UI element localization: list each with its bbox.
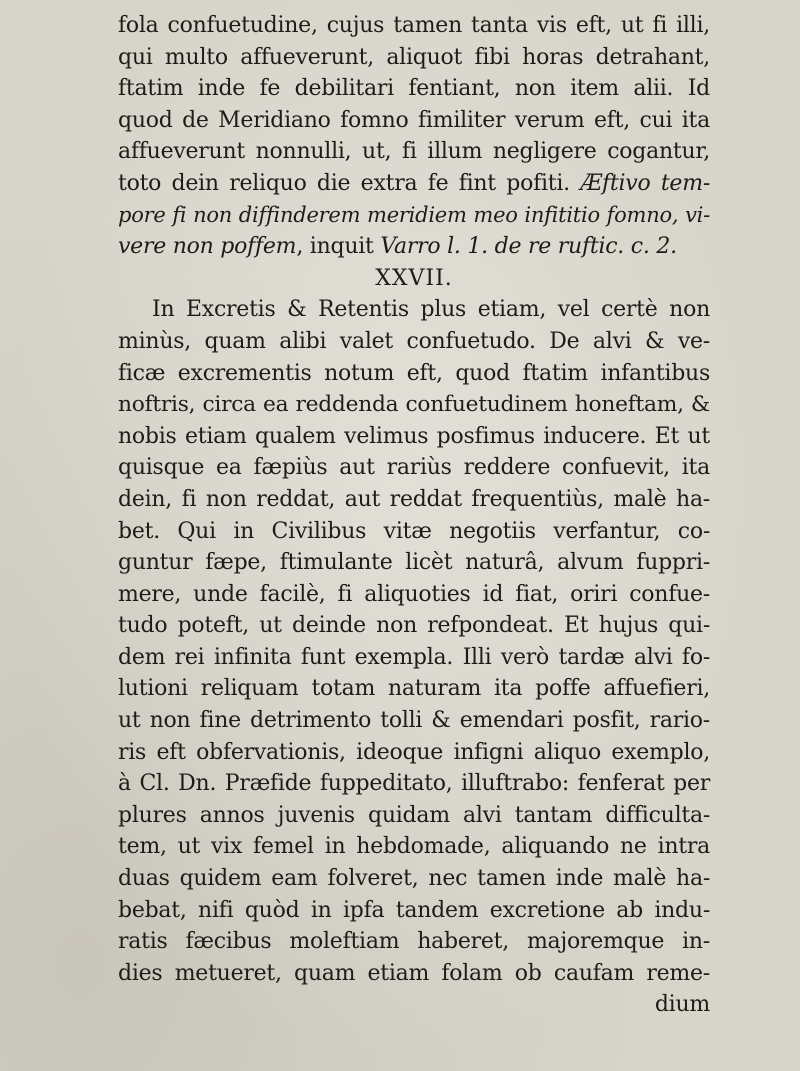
text-line [118, 421, 710, 453]
page-body-text [118, 10, 710, 1021]
text-line [118, 547, 710, 579]
text-line [118, 136, 710, 168]
text-line [118, 800, 710, 832]
text-segment: dein, fi non reddat, aut reddat frequentiùs, malè ha- [118, 486, 710, 512]
text-segment: à Cl. Dn. Præfide fuppeditato, illuftrabo: fenferat per [118, 771, 710, 797]
text-line [118, 358, 710, 390]
text-segment: plures annos juvenis quidam alvi tantam difficulta- [118, 802, 710, 828]
text-line [118, 168, 710, 200]
text-segment: ut non fine detrimento tolli & emendari posfit, rario- [118, 708, 710, 734]
text-line [118, 895, 710, 927]
text-line [118, 73, 710, 105]
text-segment: toto dein reliquo die extra fe fint pofiti. [118, 170, 581, 196]
text-segment: ratis fæcibus moleftiam haberet, majoremque in- [118, 929, 710, 955]
text-segment: ftatim inde fe debilitari fentiant, non item alii. Id [118, 76, 710, 102]
text-line [118, 610, 710, 642]
text-line [118, 389, 710, 421]
text-segment: affueverunt nonnulli, ut, fi illum negligere cogantur, [118, 139, 710, 165]
text-segment: tudo poteft, ut deinde non refpondeat. Et hujus qui- [118, 613, 710, 639]
text-segment: nobis etiam qualem velimus posfimus inducere. Et ut [118, 423, 710, 449]
text-line [118, 294, 710, 326]
text-segment: bebat, nifi quòd in ipfa tandem excretione ab indu- [118, 897, 710, 923]
text-segment: ficæ excrementis notum eft, quod ftatim infantibus [118, 360, 710, 386]
text-segment: mere, unde facilè, fi aliquoties id fiat, oriri confue- [118, 581, 710, 607]
text-line [118, 484, 710, 516]
text-segment: dies metueret, quam etiam folam ob caufam reme- [118, 960, 710, 986]
text-segment: quisque ea fæpiùs aut rariùs reddere confuevit, ita [118, 455, 710, 481]
text-line [118, 231, 710, 263]
text-line [118, 705, 710, 737]
text-segment: lutioni reliquam totam naturam ita poffe affuefieri, [118, 676, 710, 702]
text-line [118, 768, 710, 800]
text-line [118, 579, 710, 611]
text-segment: In Excretis & Retentis plus etiam, vel certè non [152, 297, 710, 323]
text-segment: fola confuetudine, cujus tamen tanta vis eft, ut fi illi, [118, 13, 710, 38]
text-segment: noftris, circa ea reddenda confuetudinem honeftam, & [118, 392, 710, 418]
text-segment: dem rei infinita funt exempla. Illi verò tardæ alvi fo- [118, 644, 710, 670]
italic-text-segment: pore fi non diffinderem meridiem meo infititio fomno, vi- [118, 202, 710, 227]
text-segment: minùs, quam alibi valet confuetudo. De alvi & ve- [118, 328, 710, 354]
text-segment: dium [654, 992, 710, 1018]
text-line [118, 10, 710, 42]
text-segment: quod de Meridiano fomno fimiliter verum eft, cui ita [118, 107, 710, 133]
text-segment: , inquit [296, 234, 381, 260]
text-line [118, 989, 710, 1021]
text-line [118, 926, 710, 958]
text-line [118, 737, 710, 769]
text-segment: duas quidem eam folveret, nec tamen inde malè ha- [118, 866, 710, 892]
italic-text-segment: vere non poffem [118, 234, 297, 260]
text-segment: tem, ut vix femel in hebdomade, aliquando ne intra [118, 834, 710, 860]
text-line [118, 452, 710, 484]
text-segment: guntur fæpe, ftimulante licèt naturâ, alvum fuppri- [118, 550, 710, 576]
text-line [118, 326, 710, 358]
text-line [118, 200, 710, 232]
text-segment: qui multo affueverunt, aliquot fibi horas detrahant, [118, 44, 710, 70]
text-line [118, 642, 710, 674]
text-line [118, 105, 710, 137]
text-line [118, 673, 710, 705]
text-line [118, 958, 710, 990]
text-segment: XXVII. [375, 265, 453, 291]
text-line [118, 516, 710, 548]
italic-text-segment: Æftivo tem- [580, 170, 710, 196]
italic-text-segment: Varro l. 1. de re ruftic. c. 2. [380, 234, 677, 260]
text-line [118, 42, 710, 74]
section-number [118, 263, 710, 295]
text-segment: bet. Qui in Civilibus vitæ negotiis verfantur, co- [118, 518, 710, 544]
text-line [118, 863, 710, 895]
text-line [118, 831, 710, 863]
text-segment: ris eft obfervationis, ideoque infigni aliquo exemplo, [118, 739, 710, 765]
